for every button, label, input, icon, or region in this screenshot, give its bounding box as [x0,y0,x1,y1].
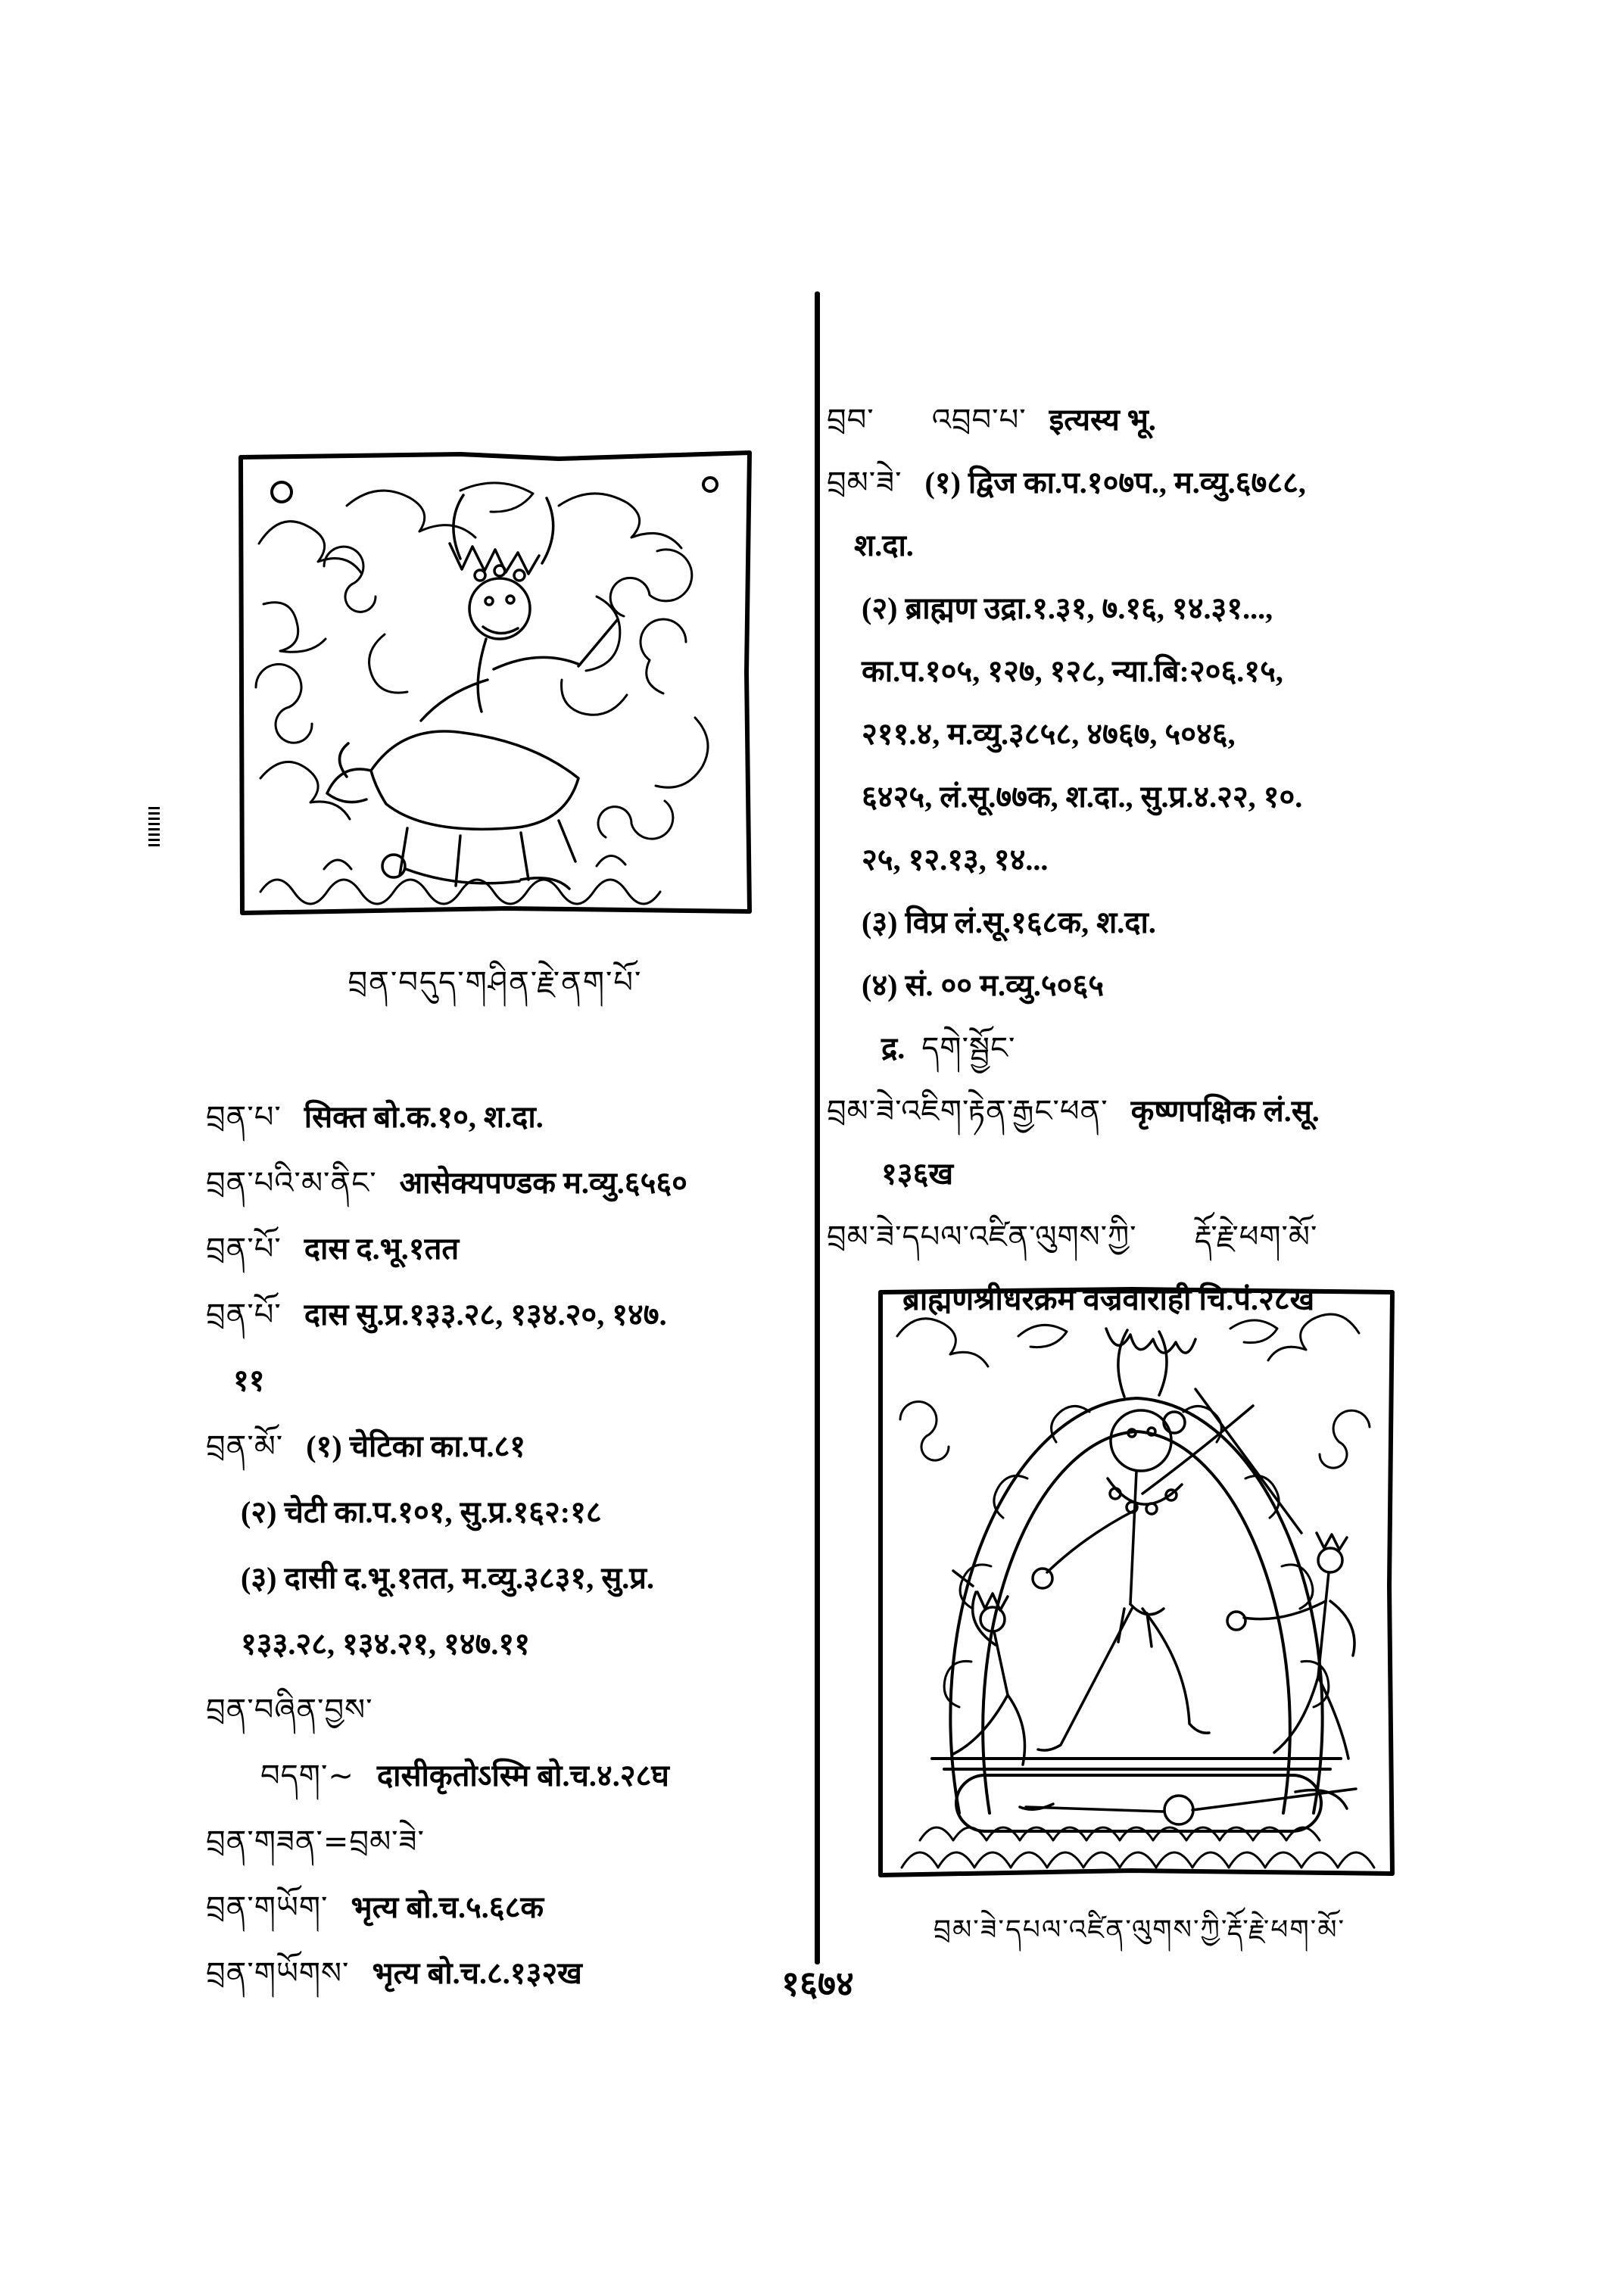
dictionary-line [206,1096,821,1145]
devanagari-text: भृत्य बो.च.८.१३२ख [372,1956,582,1990]
devanagari-text: ११ [233,1363,265,1397]
figure-vajravarahi-caption: བྲམ་ཟེ་དཔལ་འཛིན་ལུགས་ཀྱི་རྡོ་རྗེ་ཕག་མོ་ [933,1914,1346,1946]
devanagari-text: १३३.२८, १३४.२१, १४७.११ [241,1627,530,1661]
tibetan-headword: བྲན་མོ་ [206,1429,284,1464]
dictionary-line [206,1228,821,1277]
dictionary-line [881,1154,1614,1201]
tibetan-headword: བྲན་པ་ [206,1100,282,1135]
tibetan-headword: བྲན་གཡོགས་ [206,1956,350,1991]
devanagari-prefix: द्र. [881,1031,906,1065]
tibetan-headword: བྲན་པོ་ [206,1298,282,1332]
devanagari-text: १३६ख [881,1157,954,1191]
tibetan-headword: བྲན་གཟན་=བྲམ་ཟེ་ [206,1824,425,1859]
dictionary-line [241,1557,821,1606]
tibetan-headword: བྲན་པོ་ [206,1232,282,1266]
devanagari-text: (२) चेटी का.प.१०१, सु.प्र.१६२:१८ [241,1495,602,1529]
dictionary-line [862,714,1614,762]
margin-print-artifact [148,807,160,846]
dictionary-line [862,902,1614,950]
tibetan-headword: བྲམ་ཟེ་དཔལ་འཛིན་ལུགས་ཀྱི་ [827,1220,1137,1254]
devanagari-text: (१) चेटिका का.प.८१ [306,1429,526,1463]
left-column [206,1096,821,2018]
devanagari-text: (३) दासी द.भू.१तत, म.व्यु.३८३१, सु.प्र. [241,1561,655,1595]
dictionary-line [827,463,1614,510]
devanagari-text: (२) ब्राह्मण उद्रा.१.३१, ७.१६, १४.३१..., [862,591,1273,625]
dictionary-line [862,965,1614,1013]
devanagari-text: आसेक्यपण्डक म.व्यु.६५६० [399,1166,687,1200]
dictionary-line [206,1294,821,1343]
figure-vajravarahi-woodcut [874,1283,1398,1881]
dictionary-line [260,1755,821,1804]
devanagari-text: २५, १२.१३, १४... [862,843,1049,877]
tibetan-headword: བདག་~ [260,1759,354,1793]
dictionary-line [206,1886,821,1936]
devanagari-text: दास सु.प्र.१३३.२८, १३४.२०, १४७. [304,1298,667,1332]
dictionary-line [862,588,1614,636]
dictionary-line [827,400,1614,447]
tibetan-headword-secondary: རྡོ་རྗེ་ཕག་མོ་ [1194,1220,1318,1254]
devanagari-text: का.प.१०५, १२७, १२८, न्या.बि:२०६.१५, [862,654,1283,688]
right-column [827,400,1614,1342]
dictionary-line [827,1091,1614,1139]
tibetan-headword: བྲམ་ཟེ་འཇིག་རྟེན་རྒྱང་ཕན་ [827,1094,1108,1129]
dictionary-line [241,1623,821,1672]
dictionary-line [862,777,1614,824]
dictionary-line [854,525,1614,573]
devanagari-text: इत्यस्य भू. [1049,403,1156,437]
devanagari-text: दासीकृतोऽस्मि बो.च.४.२८घ [376,1759,669,1793]
tibetan-headword-secondary: འབྲབ་པ་ [931,403,1027,438]
devanagari-text: २११.४, म.व्यु.३८५८, ४७६७, ५०४६, [862,717,1236,751]
devanagari-text: दास द.भू.१तत [304,1232,460,1266]
tibetan-headword: དགེ་སྦྱོང་ [921,1031,1016,1066]
dictionary-line [862,840,1614,887]
dictionary-line [881,1028,1614,1076]
dictionary-line [206,1689,821,1738]
devanagari-text: (१) द्विज का.प.१०७प., म.व्यु.६७८८, [924,466,1306,500]
figure-yama-woodcut [233,445,757,922]
devanagari-text: सिक्त बो.क.१०, श.दा. [304,1100,544,1134]
dictionary-line [862,651,1614,699]
vajravarahi-woodcut-drawing [874,1283,1398,1881]
devanagari-text: (३) विप्र लं.सू.१६८क, श.दा. [862,905,1156,939]
devanagari-text: ब्राह्मणश्रीधरक्रम वज्रवाराही चि.पं.२८ख [902,1282,1315,1316]
tibetan-headword: བྲབ་ [827,403,874,438]
dictionary-line [827,1217,1614,1264]
tibetan-headword: བྲན་བཞིན་བྱས་ [206,1693,373,1728]
tibetan-headword: བྲན་པའི་མ་ནིང་ [206,1166,377,1201]
tibetan-headword: བྲམ་ཟེ་ [827,466,902,500]
devanagari-text: श.दा. [854,528,914,562]
dictionary-line [206,1425,821,1475]
devanagari-text: (४) सं. ०० म.व्यु.५०६५ [862,968,1105,1002]
yama-woodcut-drawing [233,445,757,922]
devanagari-text: ६४२५, लं.सू.७७क, श.दा., सु.प्र.४.२२, १०. [862,780,1303,814]
page-number: १६७४ [781,1964,854,2003]
devanagari-text: भृत्य बो.च.५.६८क [351,1890,544,1924]
dictionary-line [241,1491,821,1541]
figure-yama-caption: བྲན་བདུད་གཤིན་རྗེ་ནག་པོ་ [348,965,643,1000]
dictionary-line [233,1360,821,1409]
devanagari-text: कृष्णपक्षिक लं.सू. [1130,1094,1320,1128]
dictionary-line [206,1162,821,1211]
tibetan-headword: བྲན་གཡོག་ [206,1890,329,1925]
dictionary-line [206,1821,821,1870]
